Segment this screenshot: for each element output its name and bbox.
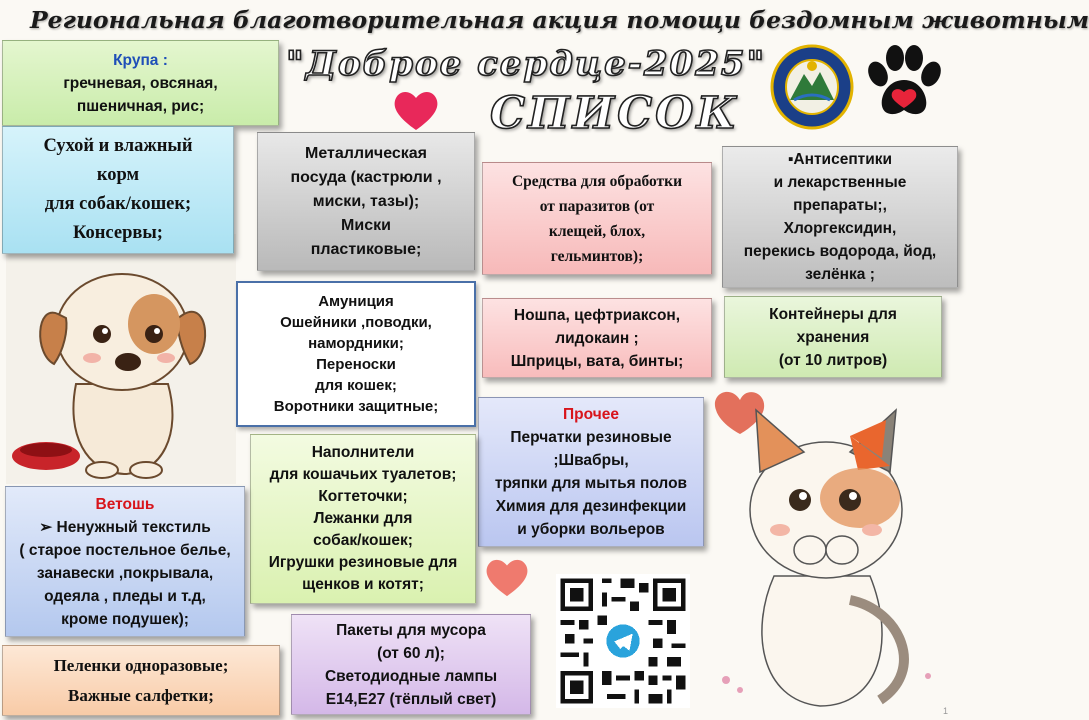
box-rags (5, 486, 245, 637)
box-containers-line: Контейнеры для (769, 305, 897, 323)
box-other-line: Химия для дезинфекции (495, 498, 687, 515)
box-bags-lamps-line: (от 60 л); (377, 644, 445, 662)
box-food-line: Сухой и влажный (43, 136, 193, 156)
box-medicines (482, 298, 712, 378)
box-fillers-line: Лежанки для (313, 510, 413, 527)
box-bags-lamps (291, 614, 531, 715)
box-other-line: Перчатки резиновые (510, 429, 672, 446)
box-fillers (250, 434, 476, 604)
box-diapers (2, 645, 280, 716)
box-other (478, 397, 704, 547)
box-antiseptics-line: перекись водорода, йод, (743, 243, 937, 260)
box-dishes-line: Металлическая (304, 144, 428, 162)
box-ammunition-line: для кошек; (315, 377, 397, 394)
box-ammunition (236, 281, 476, 427)
box-fillers-line: собак/кошек; (313, 532, 413, 549)
kitten-illustration (700, 380, 956, 716)
box-food-line: корм (96, 165, 140, 185)
box-ammunition-line: Воротники защитные; (273, 398, 439, 415)
box-antiseptics-line: и лекарственные (773, 174, 907, 191)
box-antiseptics-line: зелёнка ; (805, 266, 875, 283)
box-antiseptics-line: ▪Антисептики (787, 151, 893, 168)
box-rags-line: кроме подушек); (61, 610, 189, 628)
box-ammunition-line: намордники; (308, 335, 404, 352)
puppy-illustration (6, 234, 236, 484)
box-containers (724, 296, 942, 378)
box-containers-line: (от 10 литров) (778, 351, 888, 369)
box-fillers-line: для кошачьих туалетов; (269, 466, 457, 483)
box-grains-line: гречневая, овсяная, (63, 74, 218, 92)
box-dishes-line: пластиковые; (310, 240, 422, 258)
box-food-line: для собак/кошек; (44, 194, 192, 214)
box-fillers-line: щенков и котят; (302, 576, 424, 593)
box-fillers-line: Наполнители (311, 444, 415, 461)
box-rags-line: одеяла , пледы и т.д, (44, 587, 206, 605)
list-heading: СПИСОК (490, 88, 740, 139)
box-dishes-line: Миски (341, 216, 391, 234)
box-dishes-line: миски, тазы); (312, 192, 420, 210)
box-grains-line: пшеничная, рис; (76, 97, 205, 115)
box-rags-title: Ветошь (95, 495, 155, 513)
box-bags-lamps-line: Светодиодные лампы (324, 667, 498, 685)
box-dishes-line: посуда (кастрюли , (290, 168, 442, 186)
box-food (2, 126, 234, 254)
box-ammunition-line: Переноски (316, 356, 396, 373)
box-antiseptics (722, 146, 958, 288)
box-rags-line: ➢ Ненужный текстиль (39, 518, 211, 536)
box-dishes (257, 132, 475, 271)
box-other-line: тряпки для мытья полов (494, 475, 688, 492)
event-title: "Доброе сердце-2025" (286, 44, 767, 84)
heart-icon (484, 556, 530, 598)
box-other-title: Прочее (563, 406, 619, 423)
box-fillers-line: Игрушки резиновые для (268, 554, 458, 571)
box-antiseptics-line: препараты;, (793, 197, 887, 214)
box-antiparasitic (482, 162, 712, 275)
box-medicines-line: лидокаин ; (555, 329, 639, 347)
box-other-line: ;Швабры, (553, 452, 629, 469)
box-grains (2, 40, 279, 126)
box-diapers-line: Пеленки одноразовые; (53, 655, 229, 675)
box-medicines-line: Ношпа, цефтриаксон, (513, 306, 681, 324)
slide-number: 1 (942, 706, 948, 716)
organization-logo (770, 44, 854, 130)
box-ammunition-line: Ошейники ,поводки, (280, 314, 432, 331)
box-ammunition-line: Амуниция (318, 293, 394, 310)
box-antiparasitic-line: клещей, блох, (548, 222, 646, 240)
box-bags-lamps-line: Е14,Е27 (тёплый свет) (325, 690, 497, 708)
box-antiparasitic-line: Средства для обработки (511, 172, 683, 190)
box-antiparasitic-line: гельминтов); (550, 247, 644, 265)
box-rags-line: ( старое постельное белье, (19, 541, 231, 559)
qr-code[interactable] (556, 574, 690, 708)
box-diapers-line: Важные салфетки; (68, 685, 214, 705)
box-food-line: Консервы; (73, 223, 163, 243)
box-containers-line: хранения (796, 328, 870, 346)
box-antiparasitic-line: от паразитов (от (539, 197, 655, 215)
box-antiseptics-line: Хлоргексидин, (783, 220, 897, 237)
box-grains-title: Крупа : (113, 51, 168, 69)
box-rags-line: занавески ,покрывала, (36, 564, 214, 582)
box-bags-lamps-line: Пакеты для мусора (336, 621, 486, 639)
paw-icon (858, 44, 950, 124)
box-fillers-line: Когтеточки; (318, 488, 408, 505)
heart-icon (392, 88, 440, 132)
box-other-line: и уборки вольеров (517, 521, 665, 538)
event-subtitle: Региональная благотворительная акция помощи бездомным животным (30, 6, 1089, 34)
box-medicines-line: Шприцы, вата, бинты; (510, 352, 684, 370)
